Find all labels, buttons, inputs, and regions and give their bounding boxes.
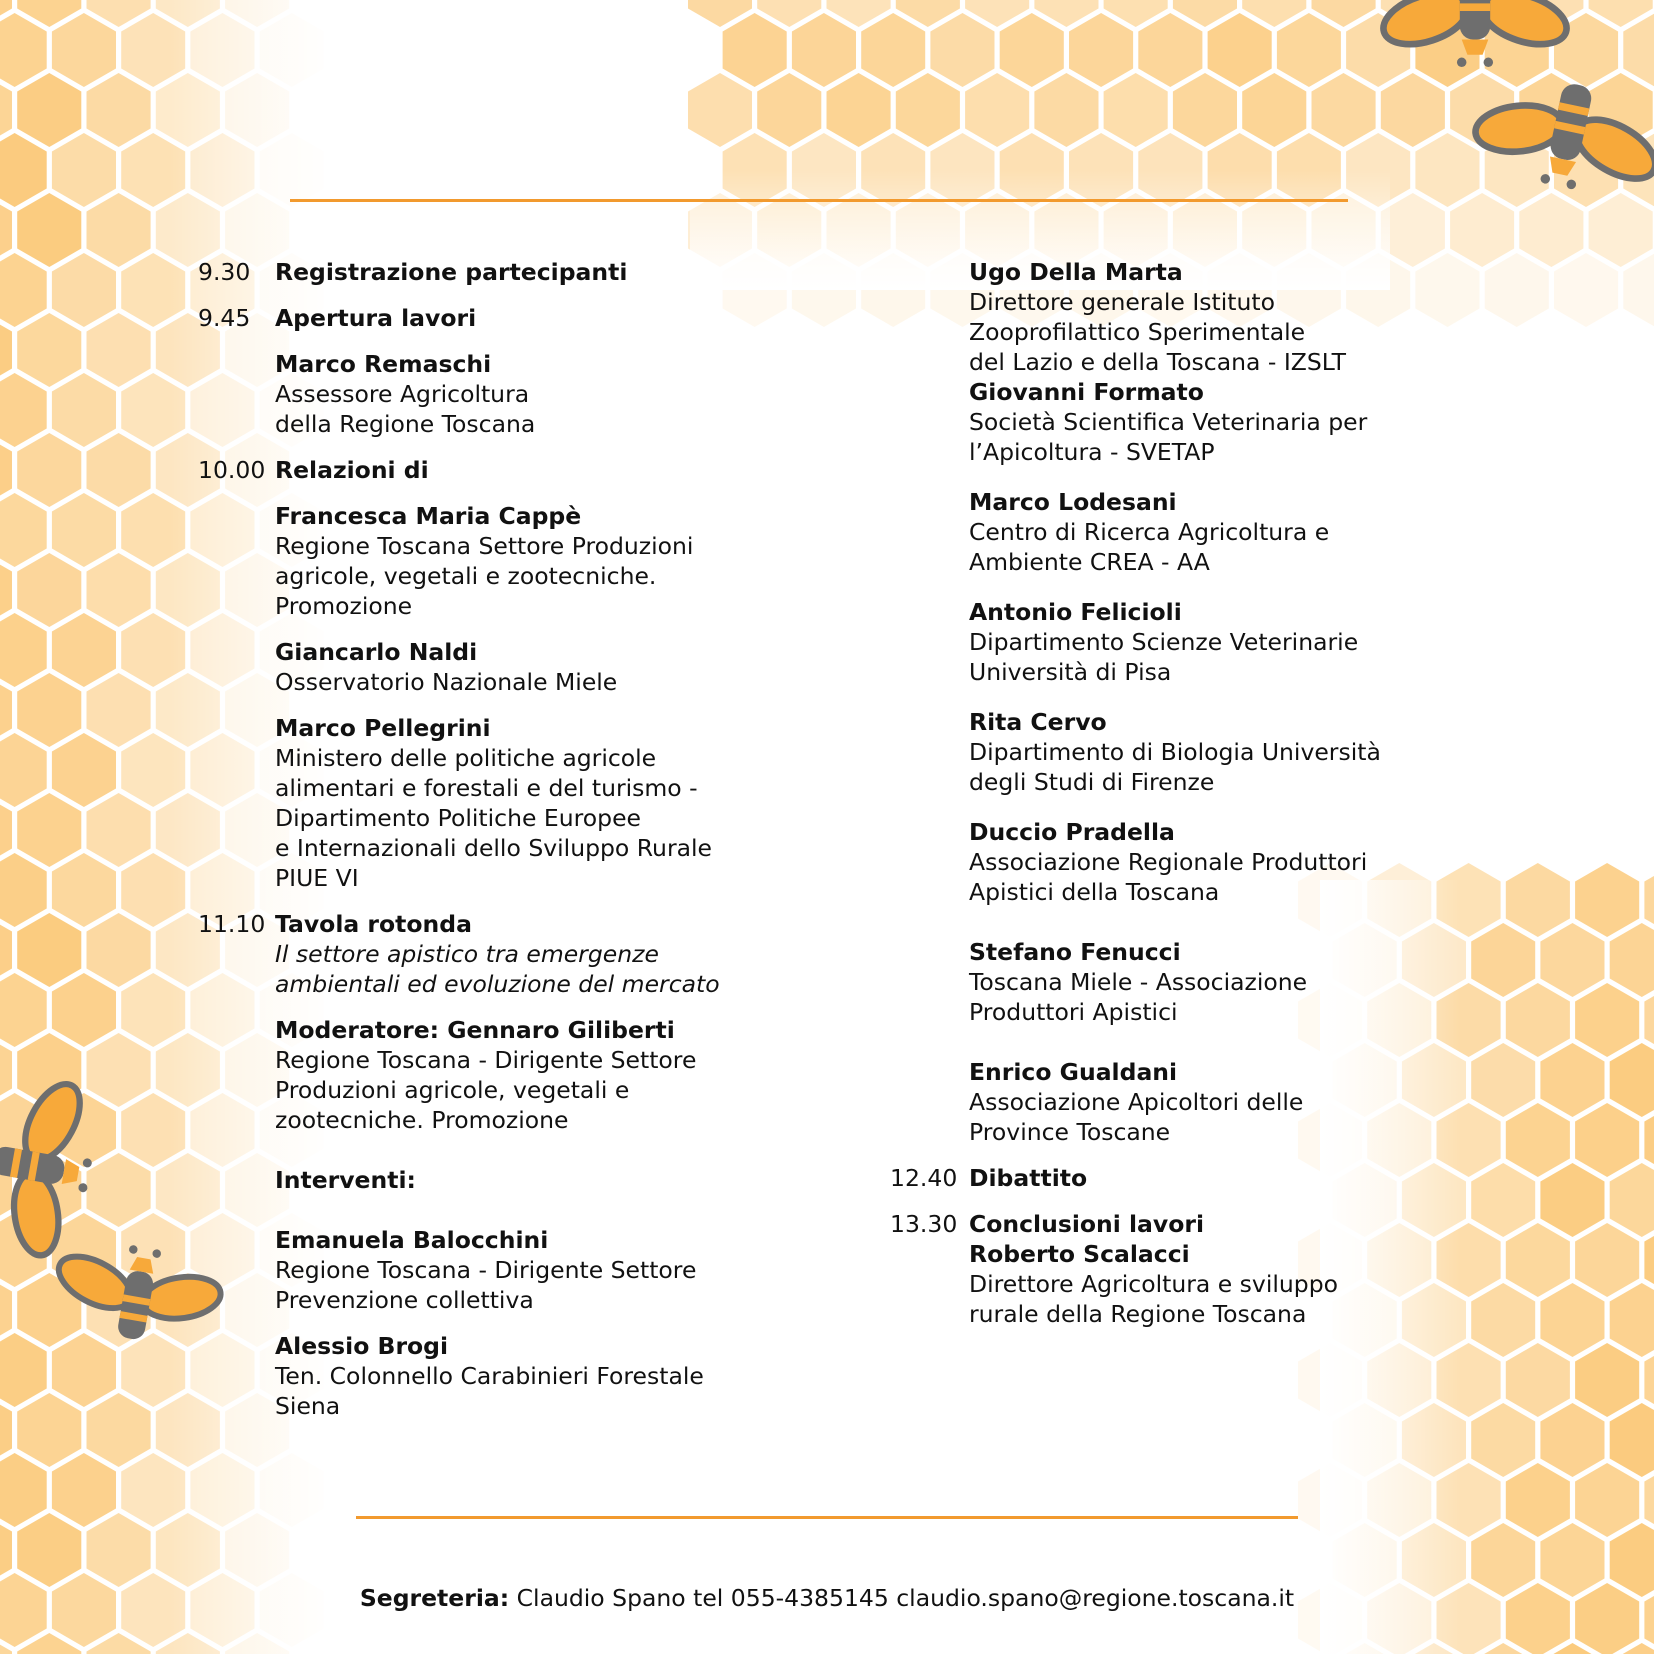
interventions-heading: Interventi: <box>275 1166 416 1194</box>
speaker-name: Antonio Felicioli <box>969 598 1182 626</box>
honeycomb-cell <box>1554 253 1618 327</box>
honeycomb-cell <box>87 73 151 147</box>
honeycomb-cell <box>1471 1283 1535 1357</box>
speaker-role: Zooprofilattico Sperimentale <box>969 318 1306 346</box>
honeycomb-cell <box>52 853 116 927</box>
speaker-role: Associazione Regionale Produttori <box>969 848 1368 876</box>
honeycomb-cell <box>861 13 925 87</box>
speaker-role: Promozione <box>275 592 413 620</box>
schedule-time: 9.30 <box>198 258 251 286</box>
honeycomb-cell <box>1471 1043 1535 1117</box>
honeycomb-cell <box>1506 1343 1570 1417</box>
speaker-role: agricole, vegetali e zootecniche. <box>275 562 657 590</box>
honeycomb-cell <box>87 913 151 987</box>
secretariat-contact <box>0 1584 1654 1612</box>
honeycomb-cell <box>17 553 81 627</box>
speaker-role: Produzioni agricole, vegetali e <box>275 1076 630 1104</box>
honeycomb-cell <box>87 553 151 627</box>
honeycomb-cell <box>87 433 151 507</box>
speaker-role: Produttori Apistici <box>969 998 1178 1026</box>
speaker-entry <box>892 487 1412 577</box>
honeycomb-cell <box>17 73 81 147</box>
roundtable-topic: Il settore apistico tra emergenze <box>275 940 659 968</box>
schedule-title: Apertura lavori <box>275 304 477 332</box>
speaker-name: Giancarlo Naldi <box>275 638 478 666</box>
honeycomb-cell <box>87 1393 151 1467</box>
honeycomb-cell <box>52 133 116 207</box>
honeycomb-cell <box>1575 863 1639 937</box>
speaker-role: Associazione Apicoltori delle <box>969 1088 1304 1116</box>
speaker-entry <box>198 713 758 893</box>
speaker-role: Province Toscane <box>969 1118 1171 1146</box>
honeycomb-cell <box>0 133 47 207</box>
secretariat-label: Segreteria: <box>359 1584 510 1612</box>
section-heading <box>198 1165 758 1195</box>
speaker-entry <box>892 1057 1412 1147</box>
speaker-entry <box>892 257 1412 377</box>
speaker-role: PIUE VI <box>275 864 359 892</box>
honeycomb-cell <box>17 913 81 987</box>
speaker-entry <box>892 597 1412 687</box>
speaker-name: Marco Lodesani <box>969 488 1177 516</box>
honeycomb-cell <box>87 673 151 747</box>
honeycomb-cell <box>1540 923 1604 997</box>
honeycomb-cell <box>87 193 151 267</box>
honeycomb-cell <box>1415 253 1479 327</box>
speaker-role: Ministero delle politiche agricole <box>275 744 657 772</box>
speaker-role: Dipartimento Politiche Europee <box>275 804 642 832</box>
honeycomb-cell <box>87 1513 151 1587</box>
honeycomb-cell <box>52 253 116 327</box>
speaker-role: Dipartimento Scienze Veterinarie <box>969 628 1359 656</box>
speaker-role: Siena <box>275 1392 341 1420</box>
honeycomb-cell <box>1242 73 1306 147</box>
speaker-role: zootecniche. Promozione <box>275 1106 569 1134</box>
honeycomb-cell <box>0 733 47 807</box>
schedule-item <box>198 455 758 485</box>
honeycomb-cell <box>1519 193 1583 267</box>
honeycomb-cell <box>52 13 116 87</box>
speaker-name: Giovanni Formato <box>969 378 1204 406</box>
honeycomb-cell <box>0 1333 47 1407</box>
speaker-role: e Internazionali dello Sviluppo Rurale <box>275 834 712 862</box>
honeycomb-cell <box>1506 983 1570 1057</box>
honeycomb-cell <box>0 853 47 927</box>
honeycomb-cell <box>17 1513 81 1587</box>
speaker-name: Enrico Gualdani <box>969 1058 1178 1086</box>
schedule-item <box>892 1209 1412 1329</box>
honeycomb-cell <box>1277 13 1341 87</box>
honeycomb-cell <box>52 733 116 807</box>
program-left-column <box>198 257 758 1421</box>
honeycomb-cell <box>1506 1103 1570 1177</box>
speaker-name: Ugo Della Marta <box>969 258 1183 286</box>
schedule-time: 9.45 <box>198 304 251 332</box>
speaker-name: Moderatore: Gennaro Giliberti <box>275 1016 675 1044</box>
speaker-entry <box>198 637 758 697</box>
schedule-time: 10.00 <box>198 456 266 484</box>
honeycomb-cell <box>930 13 994 87</box>
speaker-name: Alessio Brogi <box>275 1332 449 1360</box>
honeycomb-cell <box>688 73 752 147</box>
speaker-role: Regione Toscana - Dirigente Settore <box>275 1046 697 1074</box>
honeycomb-cell <box>1540 1403 1604 1477</box>
honeycomb-cell <box>1623 13 1654 87</box>
honeycomb-cell <box>896 73 960 147</box>
program-right-column <box>892 257 1412 1329</box>
honeycomb-cell <box>1069 13 1133 87</box>
honeycomb-cell <box>1540 1283 1604 1357</box>
honeycomb-cell <box>1506 1223 1570 1297</box>
honeycomb-cell <box>1415 133 1479 207</box>
speaker-role: Assessore Agricoltura <box>275 380 530 408</box>
honeycomb-cell <box>52 613 116 687</box>
honeycomb-cell <box>87 1153 151 1227</box>
speaker-entry <box>198 1225 758 1315</box>
speaker-role: Centro di Ricerca Agricoltura e <box>969 518 1330 546</box>
honeycomb-cell <box>1610 1283 1654 1357</box>
speaker-entry <box>198 1015 758 1135</box>
speaker-role: Prevenzione collettiva <box>275 1286 534 1314</box>
schedule-time: 12.40 <box>890 1164 958 1192</box>
honeycomb-cell <box>1589 193 1653 267</box>
speaker-role: Università di Pisa <box>969 658 1172 686</box>
speaker-entry <box>198 349 758 439</box>
speaker-role: Dipartimento di Biologia Università <box>969 738 1381 766</box>
honeycomb-cell <box>0 493 47 567</box>
schedule-title: Tavola rotonda <box>275 910 472 938</box>
honeycomb-cell <box>1471 1163 1535 1237</box>
honeycomb-cell <box>87 793 151 867</box>
honeycomb-cell <box>1575 1343 1639 1417</box>
honeycomb-cell <box>757 73 821 147</box>
honeycomb-cell <box>1623 253 1654 327</box>
honeycomb-cell <box>17 433 81 507</box>
honeycomb-cell <box>17 1393 81 1467</box>
honeycomb-cell <box>1034 73 1098 147</box>
schedule-item <box>198 909 758 999</box>
honeycomb-cell <box>1450 193 1514 267</box>
schedule-title: Relazioni di <box>275 456 429 484</box>
honeycomb-cell <box>0 13 47 87</box>
schedule-item <box>198 257 758 287</box>
honeycomb-cell <box>17 193 81 267</box>
honeycomb-cell <box>52 493 116 567</box>
speaker-role: rurale della Regione Toscana <box>969 1300 1307 1328</box>
honeycomb-cell <box>0 373 47 447</box>
schedule-time: 11.10 <box>198 910 266 938</box>
speaker-role: l’Apicoltura - SVETAP <box>969 438 1215 466</box>
honeycomb-cell <box>1575 1463 1639 1537</box>
honeycomb-cell <box>1208 13 1272 87</box>
speaker-name: Stefano Fenucci <box>969 938 1181 966</box>
speaker-role: degli Studi di Firenze <box>969 768 1215 796</box>
honeycomb-cell <box>1485 253 1549 327</box>
honeycomb-cell <box>0 253 47 327</box>
speaker-entry <box>198 1331 758 1421</box>
honeycomb-cell <box>1610 923 1654 997</box>
honeycomb-cell <box>827 73 891 147</box>
speaker-name: Duccio Pradella <box>969 818 1175 846</box>
schedule-title: Dibattito <box>969 1164 1088 1192</box>
honeycomb-cell <box>17 673 81 747</box>
speaker-name: Rita Cervo <box>969 708 1107 736</box>
honeycomb-cell <box>1000 13 1064 87</box>
speaker-entry <box>892 707 1412 797</box>
honeycomb-cell <box>52 1333 116 1407</box>
honeycomb-cell <box>792 13 856 87</box>
honeycomb-cell <box>1312 73 1376 147</box>
speaker-entry <box>198 501 758 621</box>
honeycomb-cell <box>87 1033 151 1107</box>
speaker-role: del Lazio e della Toscana - IZSLT <box>969 348 1346 376</box>
speaker-name: Francesca Maria Cappè <box>275 502 582 530</box>
speaker-entry <box>892 817 1412 907</box>
speaker-name: Roberto Scalacci <box>969 1240 1190 1268</box>
schedule-title: Conclusioni lavori <box>969 1210 1205 1238</box>
honeycomb-cell <box>1540 1043 1604 1117</box>
secretariat-details: Claudio Spano tel 055-4385145 claudio.spano@regione.toscana.it <box>516 1584 1295 1612</box>
honeycomb-cell <box>1540 1163 1604 1237</box>
speaker-name: Marco Pellegrini <box>275 714 491 742</box>
honeycomb-cell <box>1506 1463 1570 1537</box>
honeycomb-cell <box>1506 863 1570 937</box>
honeycomb-cell <box>87 313 151 387</box>
speaker-role: della Regione Toscana <box>275 410 536 438</box>
honeycomb-cell <box>0 613 47 687</box>
speaker-entry <box>892 937 1412 1027</box>
honeycomb-cell <box>1610 1403 1654 1477</box>
top-divider <box>290 199 1348 202</box>
speaker-role: Direttore Agricoltura e sviluppo <box>969 1270 1339 1298</box>
speaker-name: Marco Remaschi <box>275 350 492 378</box>
speaker-role: Società Scientifica Veterinaria per <box>969 408 1368 436</box>
schedule-title: Registrazione partecipanti <box>275 258 628 286</box>
speaker-role: Apistici della Toscana <box>969 878 1220 906</box>
honeycomb-cell <box>1138 13 1202 87</box>
speaker-entry <box>892 377 1412 467</box>
honeycomb-cell <box>1104 73 1168 147</box>
speaker-role: Toscana Miele - Associazione <box>969 968 1308 996</box>
honeycomb-cell <box>1381 193 1445 267</box>
honeycomb-cell <box>52 1453 116 1527</box>
honeycomb-cell <box>1610 1043 1654 1117</box>
honeycomb-cell <box>1610 1163 1654 1237</box>
schedule-item <box>892 1163 1412 1193</box>
honeycomb-cell <box>1471 1403 1535 1477</box>
honeycomb-cell <box>52 373 116 447</box>
honeycomb-cell <box>723 13 787 87</box>
speaker-role: Regione Toscana Settore Produzioni <box>275 532 694 560</box>
speaker-role: Ten. Colonnello Carabinieri Forestale <box>275 1362 704 1390</box>
schedule-item <box>198 303 758 333</box>
speaker-role: Regione Toscana - Dirigente Settore <box>275 1256 697 1284</box>
speaker-role: Ambiente CREA - AA <box>969 548 1210 576</box>
speaker-role: alimentari e forestali e del turismo - <box>275 774 698 802</box>
honeycomb-cell <box>1381 73 1445 147</box>
speaker-role: Direttore generale Istituto <box>969 288 1275 316</box>
honeycomb-cell <box>52 973 116 1047</box>
honeycomb-cell <box>0 1453 47 1527</box>
honeycomb-cell <box>1575 983 1639 1057</box>
roundtable-topic: ambientali ed evoluzione del mercato <box>275 970 720 998</box>
honeycomb-cell <box>965 73 1029 147</box>
bottom-divider <box>356 1516 1298 1519</box>
honeycomb-cell <box>1173 73 1237 147</box>
honeycomb-cell <box>17 793 81 867</box>
honeycomb-cell <box>1575 1103 1639 1177</box>
schedule-time: 13.30 <box>890 1210 958 1238</box>
speaker-role: Osservatorio Nazionale Miele <box>275 668 618 696</box>
honeycomb-cell <box>0 973 47 1047</box>
speaker-name: Emanuela Balocchini <box>275 1226 549 1254</box>
honeycomb-cell <box>1575 1223 1639 1297</box>
honeycomb-cell <box>17 313 81 387</box>
honeycomb-cell <box>1471 923 1535 997</box>
